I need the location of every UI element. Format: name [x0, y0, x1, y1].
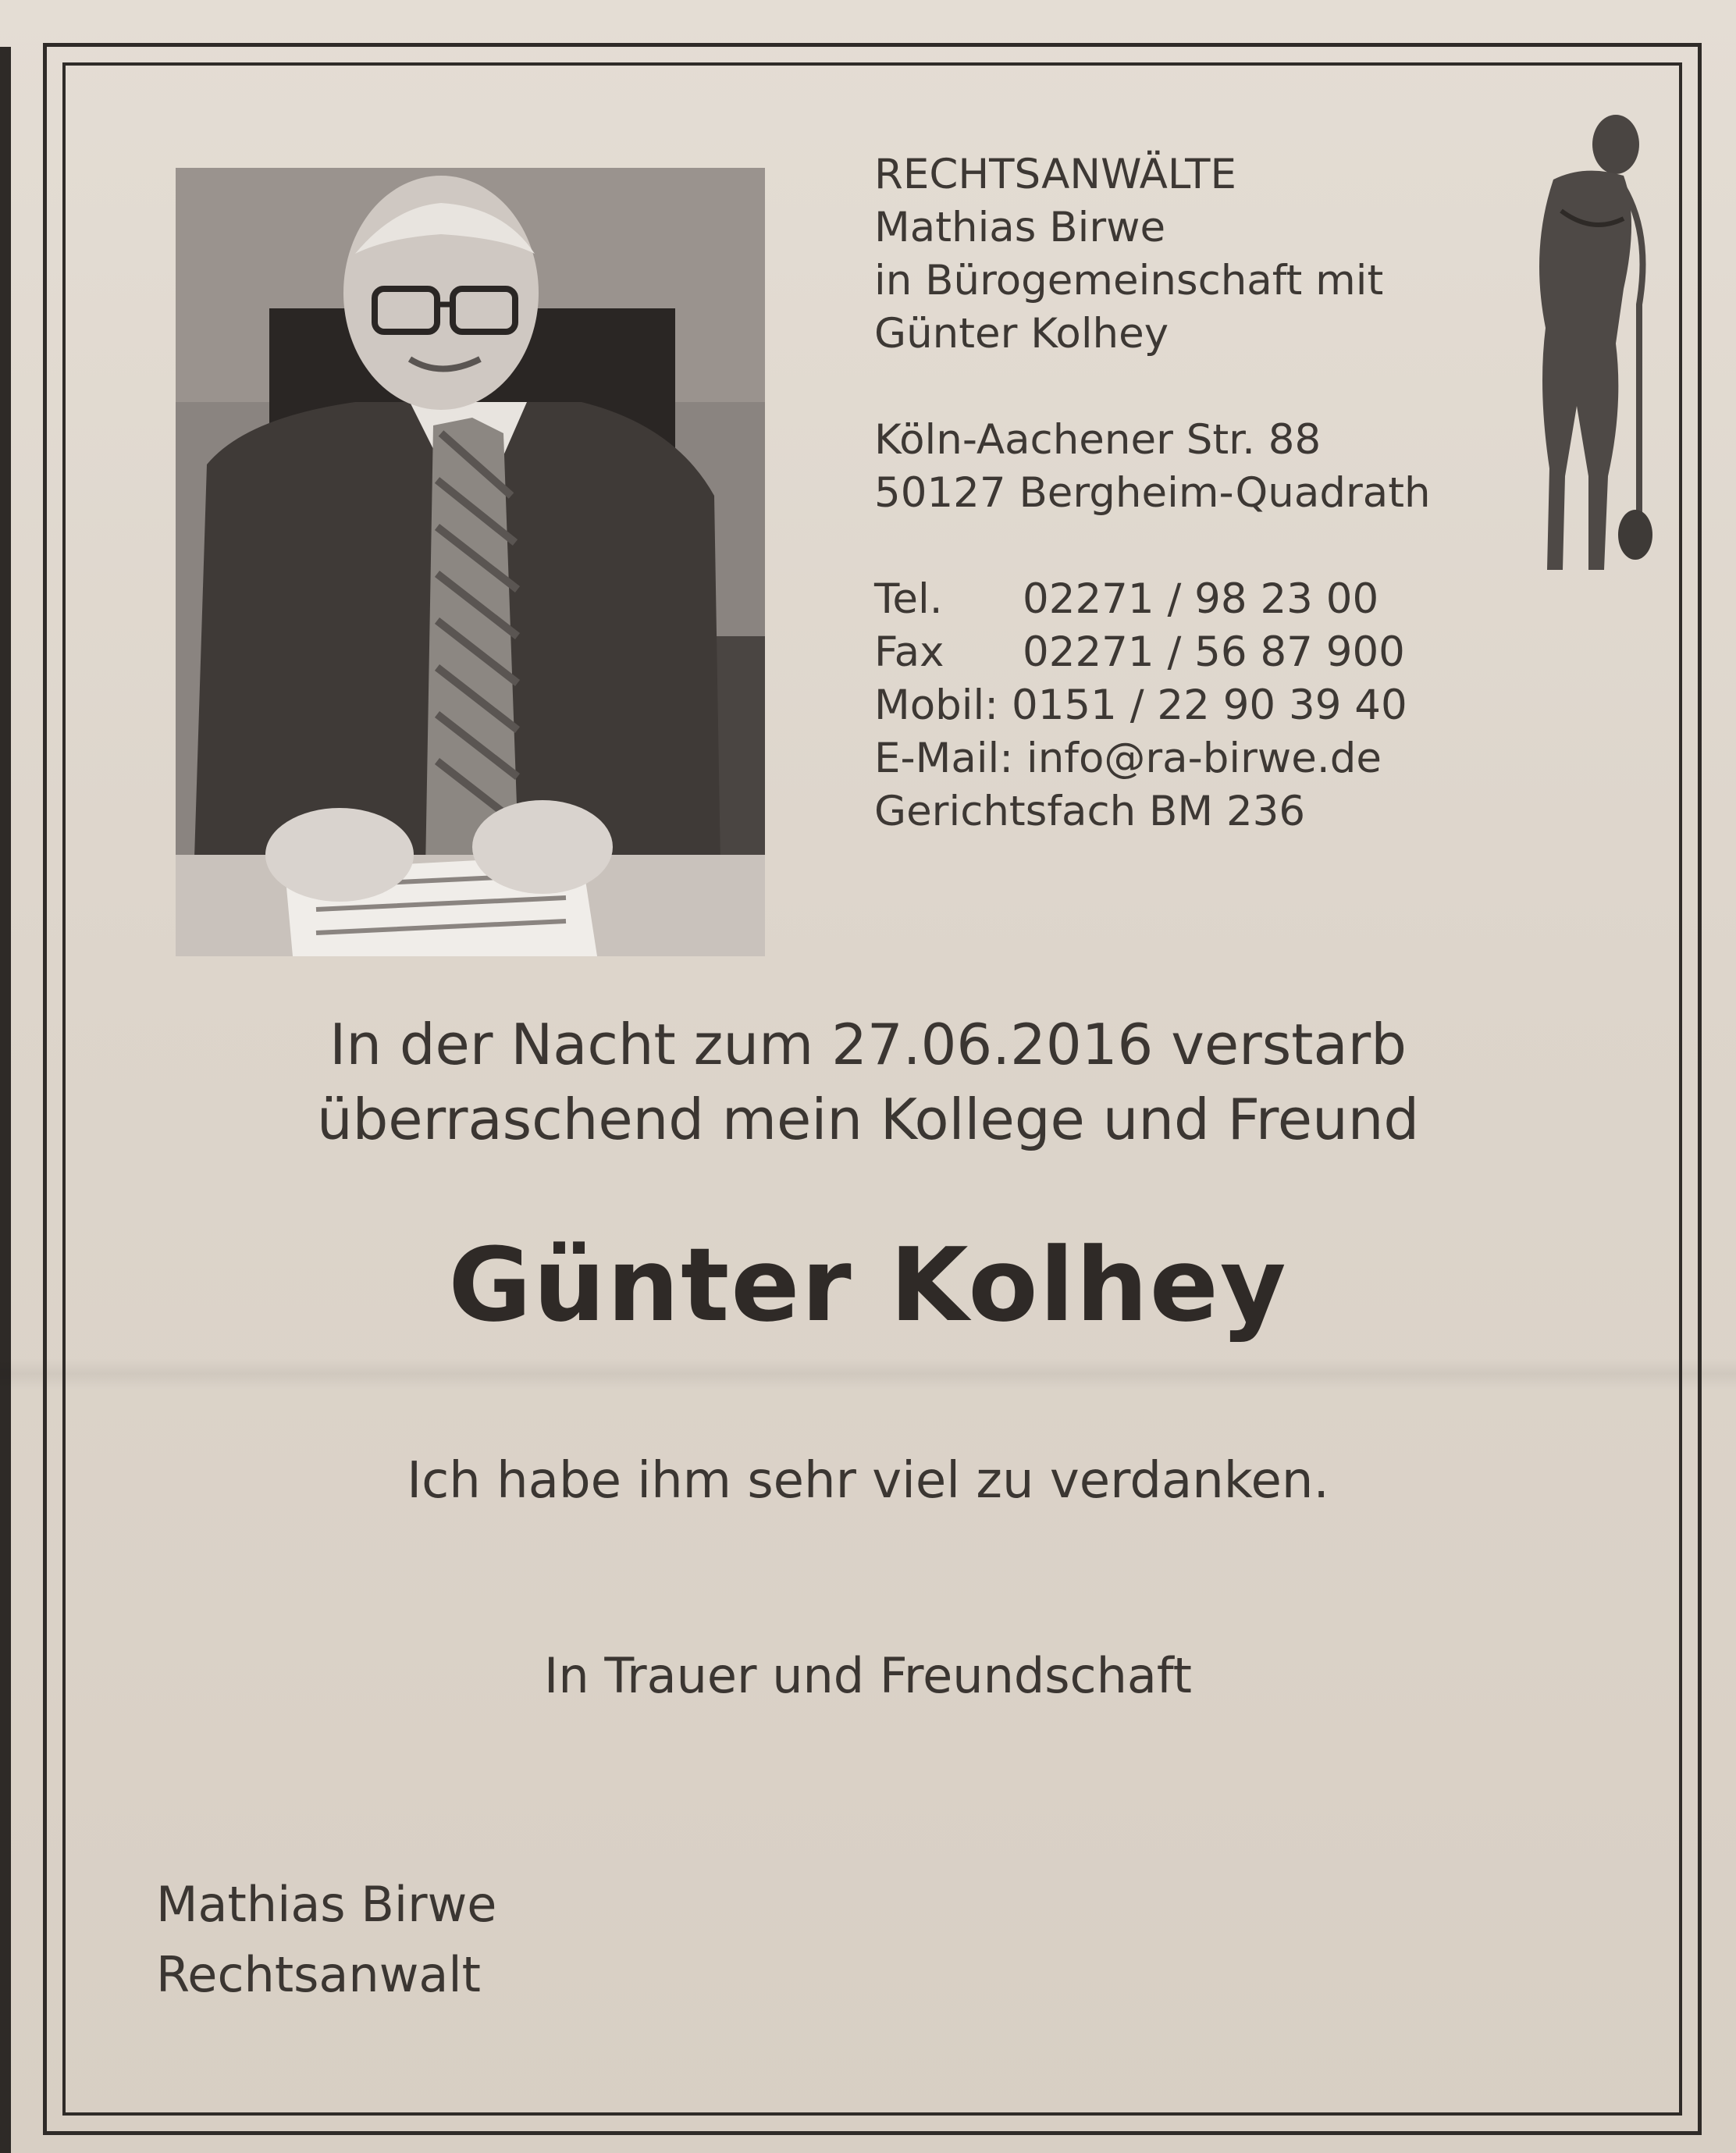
- deceased-name: Günter Kolhey: [448, 1226, 1288, 1344]
- partner-name: Günter Kolhey: [874, 310, 1169, 358]
- gratitude-line: Ich habe ihm sehr viel zu verdanken.: [407, 1452, 1329, 1510]
- lawyer-name: Mathias Birwe: [874, 204, 1166, 251]
- contact-value: 02271 / 56 87 900: [1023, 628, 1405, 676]
- firm-letterhead: [874, 148, 1431, 838]
- announcement-line-1: In der Nacht zum 27.06.2016 verstarb: [329, 1012, 1407, 1077]
- contact-fax: [874, 626, 1431, 679]
- contact-label: Mobil:: [874, 681, 999, 729]
- court-box: Gerichtsfach BM 236: [874, 788, 1306, 835]
- firm-heading: RECHTSANWÄLTE: [874, 151, 1236, 198]
- contact-phone: [874, 573, 1431, 626]
- portrait-photo: [176, 168, 765, 956]
- address-city: 50127 Bergheim-Quadrath: [874, 469, 1431, 517]
- contact-value: 02271 / 98 23 00: [1023, 575, 1379, 623]
- contact-email: [874, 732, 1431, 785]
- contact-mobile: [874, 679, 1431, 732]
- signature-block: [156, 1870, 496, 2010]
- sculpture-figure-icon: [1507, 109, 1663, 585]
- signature-title: Rechtsanwalt: [156, 1946, 481, 2003]
- contact-value: 0151 / 22 90 39 40: [1011, 681, 1407, 729]
- partnership-line: in Bürogemeinschaft mit: [874, 257, 1384, 304]
- contact-label: Fax: [874, 628, 944, 676]
- announcement-line-2: überraschend mein Kollege und Freund: [316, 1087, 1420, 1152]
- address-street: Köln-Aachener Str. 88: [874, 416, 1322, 464]
- mourning-line: In Trauer und Freundschaft: [544, 1647, 1192, 1704]
- signature-name: Mathias Birwe: [156, 1876, 497, 1933]
- contact-label: E-Mail:: [874, 735, 1014, 782]
- contact-label: Tel.: [874, 575, 943, 623]
- contact-value: info@ra-birwe.de: [1026, 735, 1382, 782]
